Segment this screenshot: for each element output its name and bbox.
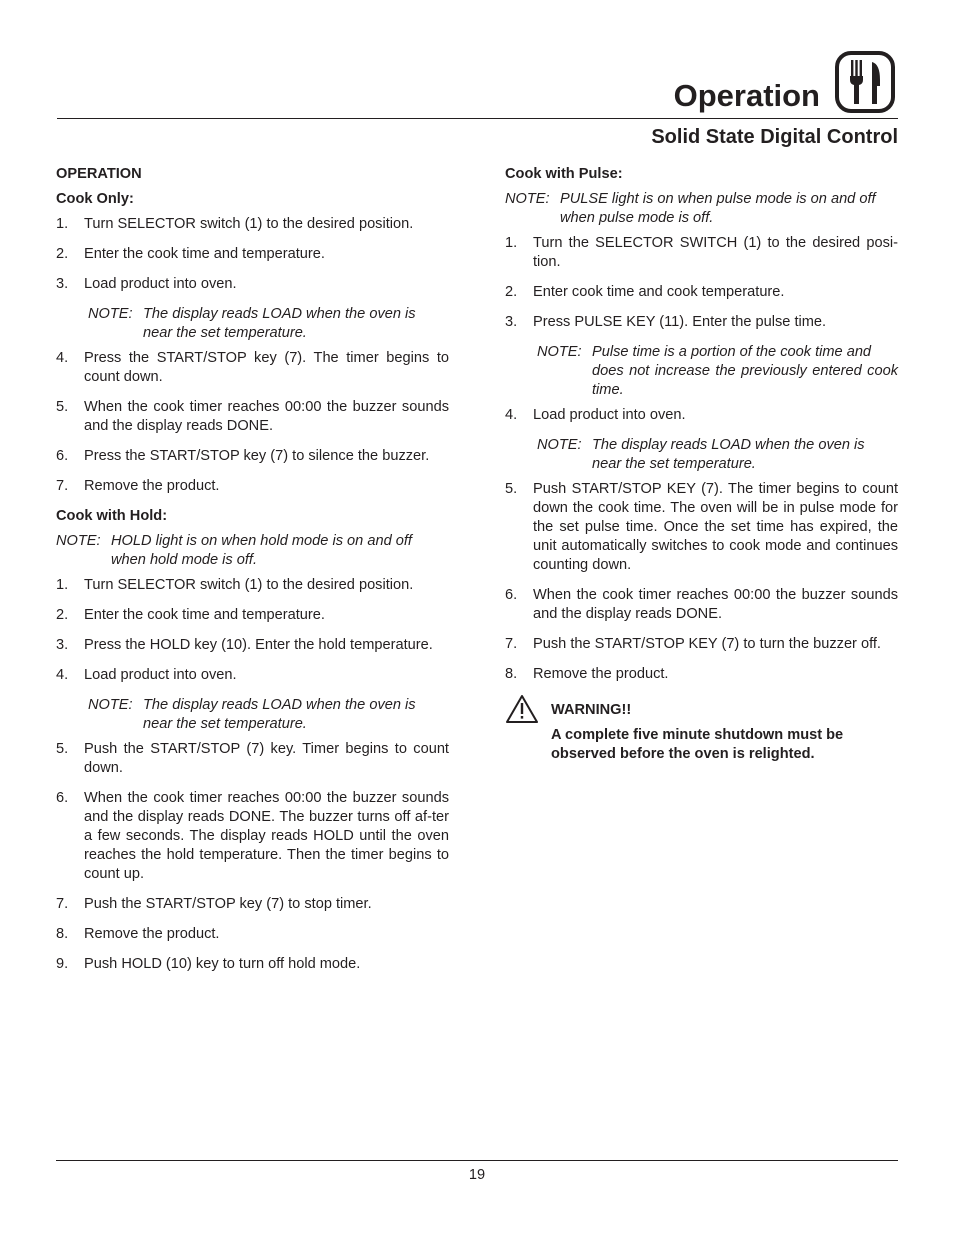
list-item: 7. Push the START/STOP KEY (7) to turn the buzzer off. — [505, 636, 881, 652]
cook-only-heading: Cook Only: — [56, 191, 134, 207]
list-item: 1. Turn SELECTOR switch (1) to the desired position. — [56, 577, 414, 593]
note: NOTE: The display reads LOAD when the oven is near the set temperature. — [88, 306, 416, 341]
left-column — [56, 165, 449, 985]
list-item: 3. Press PULSE KEY (11). Enter the pulse time. — [505, 314, 827, 330]
list-item: 2. Enter the cook time and temperature. — [56, 246, 325, 262]
warning-triangle-icon — [505, 694, 539, 724]
list-item: 6. When the cook timer reaches 00:00 the buzzer sounds and the display reads DONE. The buzzer turns off af-ter a few seconds. The display reads HOLD until the oven reaches the hold temperature. Then the timer begins to count up. — [56, 790, 449, 882]
right-column — [505, 165, 898, 764]
list-item: 2. Enter cook time and cook temperature. — [505, 284, 785, 300]
note: NOTE: HOLD light is on when hold mode is on and off when hold mode is off. — [56, 533, 412, 568]
list-item: 3. Press the HOLD key (10). Enter the hold temperature. — [56, 637, 433, 653]
list-item: 6. When the cook timer reaches 00:00 the buzzer sounds and the display reads DONE. — [505, 587, 898, 622]
list-item: 7. Push the START/STOP key (7) to stop timer. — [56, 896, 372, 912]
footer-divider — [56, 1160, 898, 1161]
list-item: 4. Load product into oven. — [56, 667, 237, 683]
list-item: 5. Push START/STOP KEY (7). The timer begins to count down the cook time. The oven will be in pulse mode for the set pulse time. Once the set time has expired, the unit automatically switches to cook mode and continues counting down. — [505, 481, 898, 573]
list-item: 8. Remove the product. — [505, 666, 669, 682]
page-title: Operation — [673, 78, 820, 113]
section-title: Solid State Digital Control — [651, 126, 898, 148]
list-item: 4. Load product into oven. — [505, 407, 686, 423]
page-number: 19 — [468, 1167, 486, 1183]
list-item: 5. When the cook timer reaches 00:00 the buzzer sounds and the display reads DONE. — [56, 399, 449, 434]
warning-text: A complete five minute shutdown must be observed before the oven is relighted. — [551, 727, 844, 762]
header-divider — [57, 118, 898, 119]
note: NOTE: The display reads LOAD when the oven is near the set temperature. — [537, 437, 865, 472]
note: NOTE: PULSE light is on when pulse mode is on and off when pulse mode is off. — [505, 191, 876, 226]
warning-title: WARNING!! — [551, 702, 632, 718]
operation-heading: OPERATION — [56, 166, 142, 182]
list-item: 6. Press the START/STOP key (7) to silence the buzzer. — [56, 448, 430, 464]
list-item: 2. Enter the cook time and temperature. — [56, 607, 325, 623]
fork-knife-icon — [834, 50, 896, 114]
note: NOTE: Pulse time is a portion of the cook time and does not increase the previously entered cook time. — [537, 344, 898, 398]
list-item: 4. Press the START/STOP key (7). The timer begins to count down. — [56, 350, 449, 385]
list-item: 8. Remove the product. — [56, 926, 220, 942]
list-item: 1. Turn the SELECTOR SWITCH (1) to the desired posi-tion. — [505, 235, 898, 270]
warning-block — [505, 700, 898, 764]
list-item: 7. Remove the product. — [56, 478, 220, 494]
list-item: 1. Turn SELECTOR switch (1) to the desired position. — [56, 216, 414, 232]
cook-with-hold-heading: Cook with Hold: — [56, 508, 168, 524]
list-item: 3. Load product into oven. — [56, 276, 237, 292]
cook-with-pulse-heading: Cook with Pulse: — [505, 166, 623, 182]
list-item: 5. Push the START/STOP (7) key. Timer begins to count down. — [56, 741, 449, 776]
note: NOTE: The display reads LOAD when the oven is near the set temperature. — [88, 697, 416, 732]
list-item: 9. Push HOLD (10) key to turn off hold mode. — [56, 956, 361, 972]
